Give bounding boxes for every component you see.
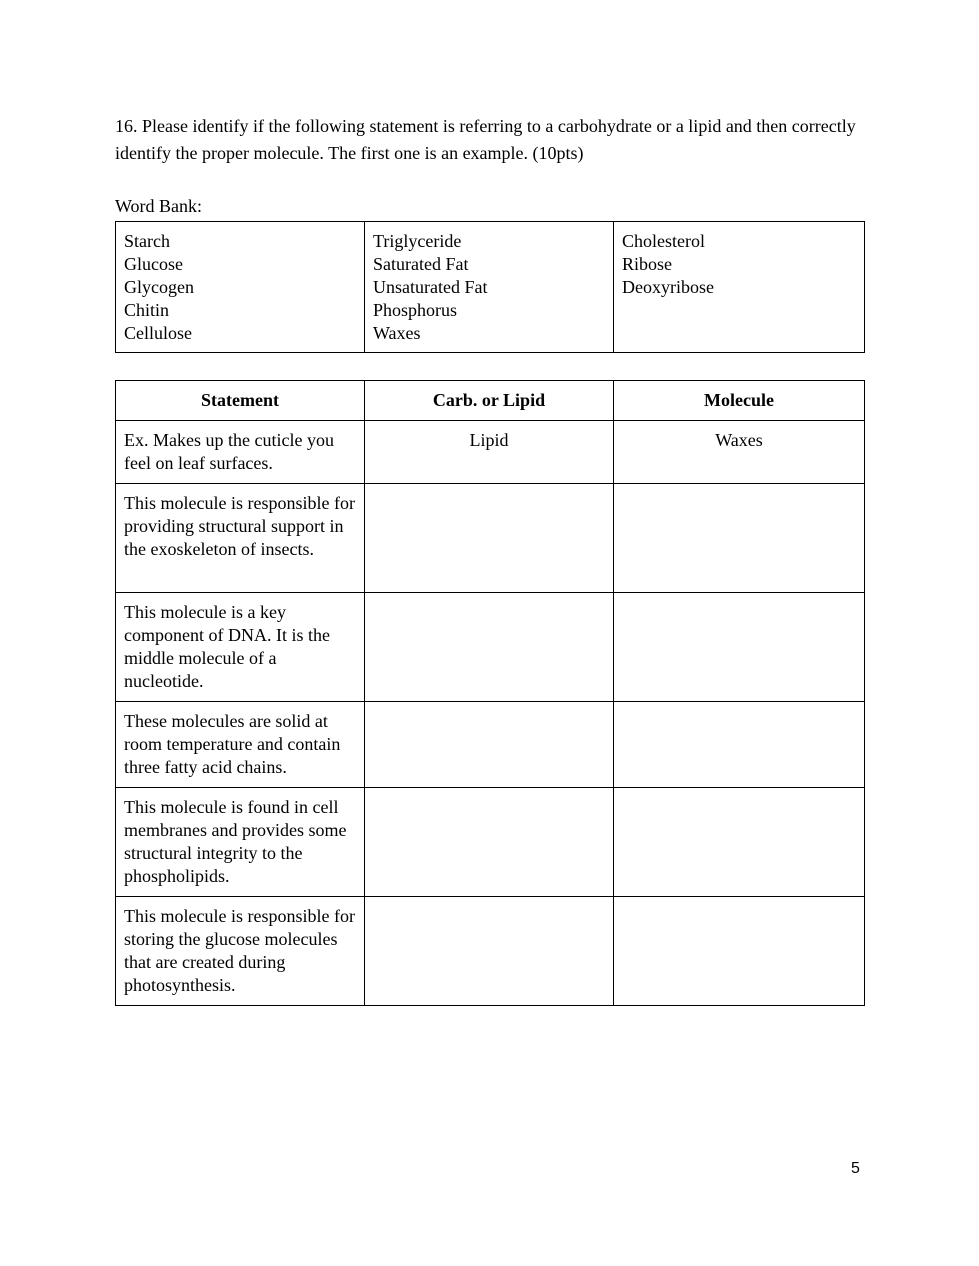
word-bank-term: Unsaturated Fat: [373, 277, 488, 297]
answer-table: [115, 380, 865, 1006]
table-row: [116, 788, 865, 897]
molecule-cell[interactable]: [614, 593, 865, 702]
header-statement: Statement: [116, 381, 365, 421]
carb-or-lipid-cell[interactable]: [365, 593, 614, 702]
molecule-cell[interactable]: [614, 484, 865, 593]
statement-cell: This molecule is a key component of DNA. It is the middle molecule of a nucleotide.: [116, 593, 365, 702]
molecule-cell[interactable]: Waxes: [614, 421, 865, 484]
carb-or-lipid-cell[interactable]: [365, 702, 614, 788]
header-molecule: Molecule: [614, 381, 865, 421]
word-bank-term: Waxes: [373, 323, 421, 343]
word-bank-term: Cellulose: [124, 323, 192, 343]
word-bank-term: Triglyceride: [373, 231, 462, 251]
word-bank-table: [115, 221, 865, 353]
statement-cell: This molecule is responsible for storing the glucose molecules that are created during photosynthesis.: [116, 897, 365, 1006]
carb-or-lipid-cell[interactable]: [365, 897, 614, 1006]
statement-cell: This molecule is found in cell membranes and provides some structural integrity to the phospholipids.: [116, 788, 365, 897]
word-bank-term: Cholesterol: [622, 231, 705, 251]
answer-table-header: [116, 381, 865, 421]
table-row: [116, 702, 865, 788]
molecule-cell[interactable]: [614, 702, 865, 788]
word-bank-term: Starch: [124, 231, 170, 251]
word-bank-term: Glycogen: [124, 277, 194, 297]
table-row: [116, 897, 865, 1006]
header-carb-or-lipid: Carb. or Lipid: [365, 381, 614, 421]
carb-or-lipid-cell[interactable]: Lipid: [365, 421, 614, 484]
table-row: [116, 421, 865, 484]
word-bank-term: Saturated Fat: [373, 254, 469, 274]
word-bank-term: Glucose: [124, 254, 183, 274]
word-bank-column-2: [365, 222, 614, 353]
word-bank-column-1: [116, 222, 365, 353]
word-bank-term: Ribose: [622, 254, 673, 274]
molecule-cell[interactable]: [614, 788, 865, 897]
molecule-cell[interactable]: [614, 897, 865, 1006]
question-text: 16. Please identify if the following statement is referring to a carbohydrate or a lipid and then correctly identify the proper molecule. The first one is an example. (10pts): [115, 116, 856, 163]
word-bank-term: Deoxyribose: [622, 277, 714, 297]
table-row: [116, 484, 865, 593]
statement-cell: Ex. Makes up the cuticle you feel on leaf surfaces.: [116, 421, 365, 484]
statement-cell: This molecule is responsible for providing structural support in the exoskeleton of insects.: [116, 484, 365, 593]
statement-cell: These molecules are solid at room temperature and contain three fatty acid chains.: [116, 702, 365, 788]
carb-or-lipid-cell[interactable]: [365, 484, 614, 593]
table-row: [116, 593, 865, 702]
word-bank-term: Phosphorus: [373, 300, 458, 320]
carb-or-lipid-cell[interactable]: [365, 788, 614, 897]
word-bank-term: Chitin: [124, 300, 170, 320]
word-bank-row: [116, 222, 865, 353]
word-bank-label: Word Bank:: [115, 196, 203, 216]
page-number: 5: [851, 1160, 860, 1177]
word-bank-column-3: [614, 222, 865, 353]
